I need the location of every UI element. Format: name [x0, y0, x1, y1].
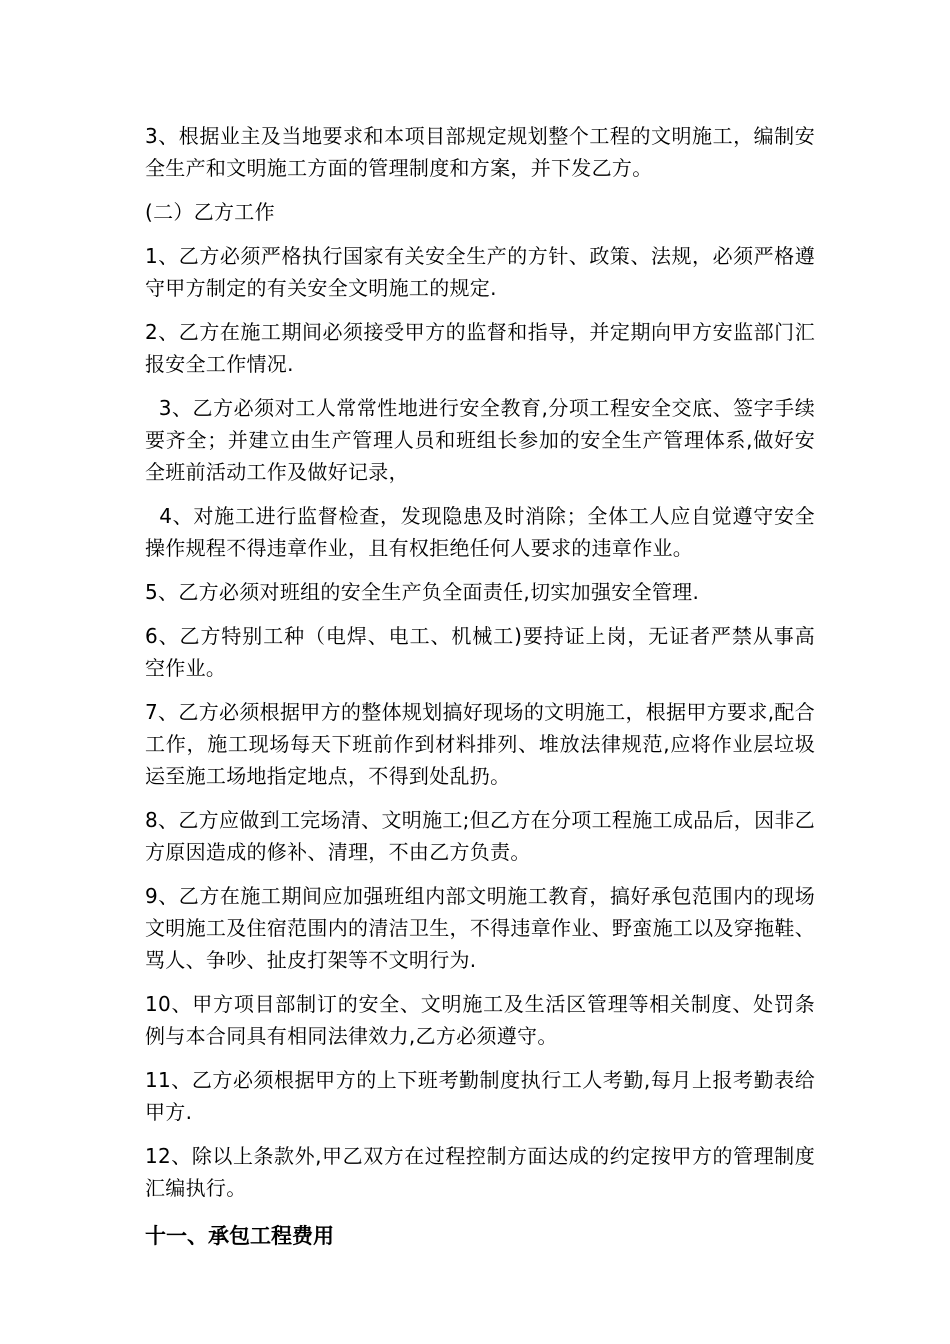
clause-8: 8、乙方应做到工完场清、文明施工;但乙方在分项工程施工成品后，因非乙方原因造成的修补、清理，不由乙方负责。 [145, 808, 815, 864]
clause-1: 1、乙方必须严格执行国家有关安全生产的方针、政策、法规，必须严格遵守甲方制定的有关安全文明施工的规定. [145, 244, 815, 300]
clause-6: 6、乙方特别工种（电焊、电工、机械工)要持证上岗，无证者严禁从事高空作业。 [145, 624, 815, 680]
clause-4: 4、对施工进行监督检查，发现隐患及时消除；全体工人应自觉遵守安全操作规程不得违章作业，且有权拒绝任何人要求的违章作业。 [145, 504, 815, 560]
clause-7: 7、乙方必须根据甲方的整体规划搞好现场的文明施工，根据甲方要求,配合工作，施工现场每天下班前作到材料排列、堆放法律规范,应将作业层垃圾运至施工场地指定地点，不得到处乱扔。 [145, 700, 815, 788]
clause-10: 10、甲方项目部制订的安全、文明施工及生活区管理等相关制度、处罚条例与本合同具有相同法律效力,乙方必须遵守。 [145, 992, 815, 1048]
clause-5: 5、乙方必须对班组的安全生产负全面责任,切实加强安全管理. [145, 580, 700, 604]
clause-3: 3、乙方必须对工人常常性地进行安全教育,分项工程安全交底、签字手续要齐全；并建立由生产管理人员和班组长参加的安全生产管理体系,做好安全班前活动工作及做好记录， [145, 396, 815, 484]
section-party-b-work: (二）乙方工作 [145, 200, 275, 224]
clause-3-party-a: 3、根据业主及当地要求和本项目部规定规划整个工程的文明施工，编制安全生产和文明施工方面的管理制度和方案，并下发乙方。 [145, 124, 815, 180]
clause-12: 12、除以上条款外,甲乙双方在过程控制方面达成的约定按甲方的管理制度汇编执行。 [145, 1144, 815, 1200]
clause-2: 2、乙方在施工期间必须接受甲方的监督和指导，并定期向甲方安监部门汇报安全工作情况. [145, 320, 815, 376]
section-heading: 十一、承包工程费用 [145, 1224, 334, 1248]
clause-11: 11、乙方必须根据甲方的上下班考勤制度执行工人考勤,每月上报考勤表给甲方. [145, 1068, 815, 1124]
document-body [145, 120, 815, 1252]
clause-9: 9、乙方在施工期间应加强班组内部文明施工教育，搞好承包范围内的现场文明施工及住宿范围内的清洁卫生，不得违章作业、野蛮施工以及穿拖鞋、骂人、争吵、扯皮打架等不文明行为. [145, 884, 815, 972]
